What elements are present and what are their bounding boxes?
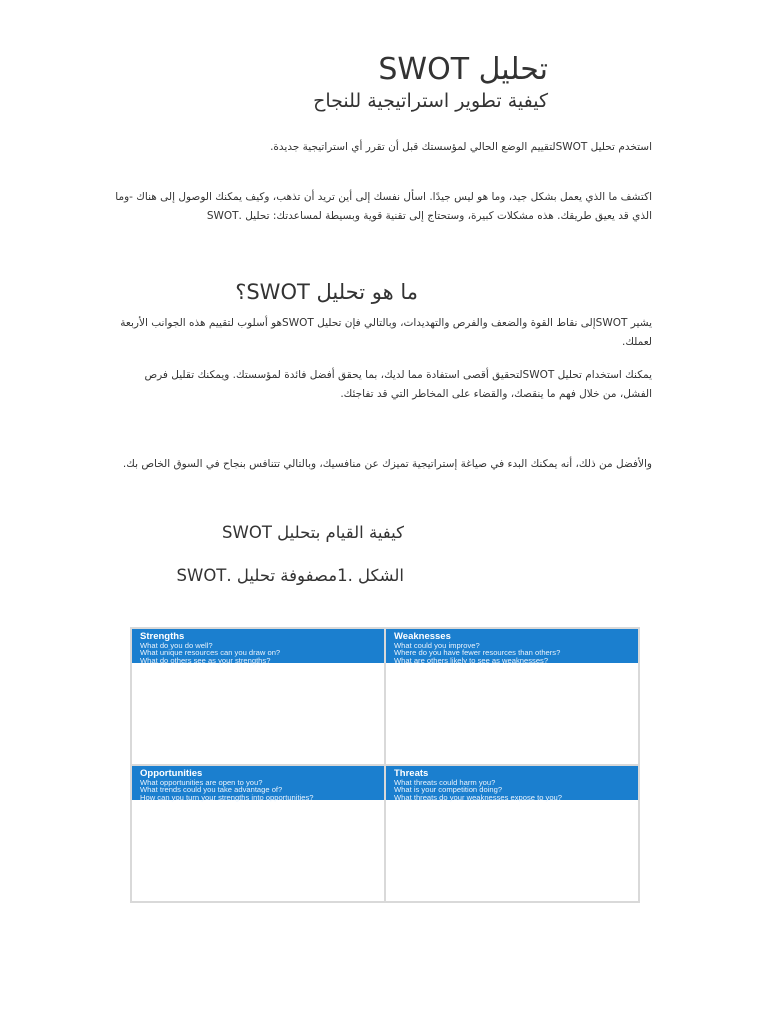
swot-question: How can you turn your strengths into opportunities? bbox=[140, 792, 314, 802]
swot-cell-title: Opportunities bbox=[140, 768, 203, 779]
swot-cell-header bbox=[132, 766, 384, 800]
swot-cell-title: Weaknesses bbox=[394, 631, 451, 642]
what-is-paragraph-1: يشير SWOTإلى نقاط القوة والضعف والفرص والتهديدات، وبالتالي فإن تحليل SWOTهو أسلوب لتقييم هذه الجوانب الأربعة لعملك. bbox=[120, 317, 652, 348]
swot-cell-header bbox=[132, 629, 384, 663]
swot-cell-opportunities bbox=[131, 765, 385, 902]
page-subtitle: كيفية تطوير استراتيجية للنجاح bbox=[313, 90, 548, 112]
intro-paragraph-2: اكتشف ما الذي يعمل بشكل جيد، وما هو ليس جيدًا. اسأل نفسك إلى أين تريد أن تذهب، وكيف يمكنك الوصول إلى هناك -وما الذي قد يعيق طريقك. هذه مشكلات كبيرة، وستحتاج إلى تقنية قوية وبسيطة لمساعدتك: تحليل .SWOT bbox=[115, 191, 652, 222]
figure-caption: الشكل .1مصفوفة تحليل .SWOT bbox=[176, 566, 404, 585]
swot-question: What threats do your weaknesses expose to you? bbox=[394, 792, 563, 802]
swot-matrix bbox=[130, 627, 640, 903]
swot-cell-threats bbox=[385, 765, 639, 902]
swot-question: What do you do well? bbox=[140, 641, 213, 650]
section-heading-what-is: ما هو تحليل SWOT؟ bbox=[235, 280, 418, 304]
swot-cell-header bbox=[386, 629, 638, 663]
swot-question: What could you improve? bbox=[394, 641, 480, 650]
swot-question: Where do you have fewer resources than others? bbox=[394, 648, 561, 658]
intro-paragraph-1: استخدم تحليل SWOTلتقييم الوضع الحالي لمؤسستك قبل أن تقرر أي استراتيجية جديدة. bbox=[270, 141, 652, 153]
swot-question: What opportunities are open to you? bbox=[140, 778, 263, 787]
swot-question: What do others see as your strengths? bbox=[140, 655, 271, 665]
what-is-paragraph-2: يمكنك استخدام تحليل SWOTلتحقيق أقصى استفادة مما لديك، بما يحقق أفضل فائدة لمؤسستك. ويمكنك تقليل فرص الفشل، من خلال فهم ما ينقصك، والقضاء على المخاطر التي قد تفاجئك. bbox=[144, 369, 652, 400]
swot-cell-strengths bbox=[131, 628, 385, 765]
swot-question: What are others likely to see as weaknesses? bbox=[394, 655, 549, 665]
what-is-paragraph-3: والأفضل من ذلك، أنه يمكنك البدء في صياغة إستراتيجية تميزك عن منافسيك، وبالتالي تتنافس بنجاح في السوق الخاص بك. bbox=[122, 458, 652, 470]
swot-cell-header bbox=[386, 766, 638, 800]
swot-question: What threats could harm you? bbox=[394, 778, 496, 787]
section-heading-how-to: كيفية القيام بتحليل SWOT bbox=[222, 523, 404, 542]
page-title: تحليل SWOT bbox=[378, 52, 548, 87]
swot-cell-weaknesses bbox=[385, 628, 639, 765]
swot-cell-title: Threats bbox=[394, 768, 429, 779]
swot-question: What unique resources can you draw on? bbox=[140, 648, 281, 658]
swot-cell-title: Strengths bbox=[140, 631, 185, 642]
swot-question: What is your competition doing? bbox=[394, 785, 503, 795]
swot-question: What trends could you take advantage of? bbox=[140, 785, 283, 795]
